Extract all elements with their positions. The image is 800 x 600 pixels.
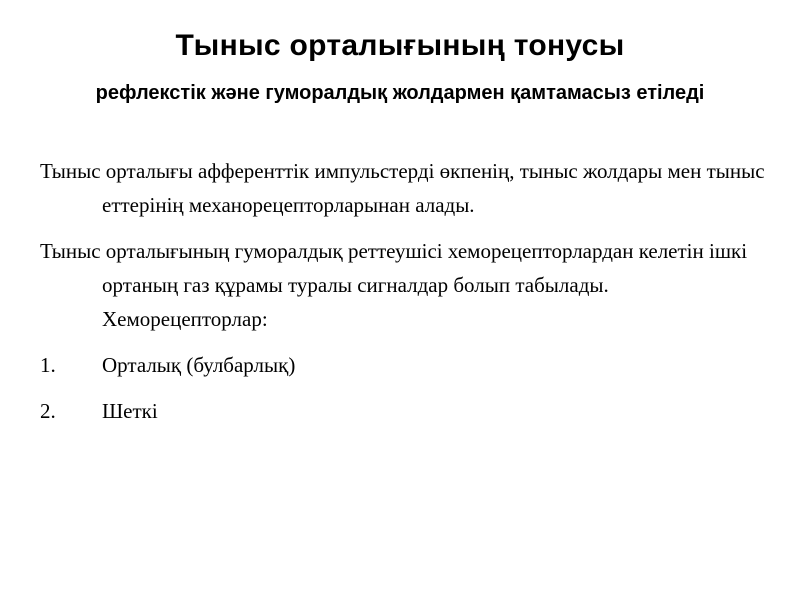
paragraph-humoral: Тыныс орталығының гуморалдық реттеушісі хеморецепторлардан келетін ішкі ортаның газ құрамы туралы сигналдар болып табылады. Хеморецепторлар: <box>40 239 748 331</box>
slide-subtitle: рефлекстік және гуморалдық жолдармен қамтамасыз етіледі <box>95 82 705 104</box>
slide-title: Тыныс орталығының тонусы <box>175 29 625 62</box>
list-item-number: 1. <box>40 353 56 377</box>
list-item-text: Шеткі <box>102 399 158 423</box>
slide-body <box>40 154 770 440</box>
list-item <box>40 394 770 428</box>
paragraph-afferent: Тыныс орталығы афференттік импульстерді өкпенің, тыныс жолдары мен тыныс еттерінің механорецепторларынан алады. <box>40 159 765 217</box>
list-item-number: 2. <box>40 399 56 423</box>
list-item-text: Орталық (булбарлық) <box>102 353 296 377</box>
list-item <box>40 348 770 382</box>
